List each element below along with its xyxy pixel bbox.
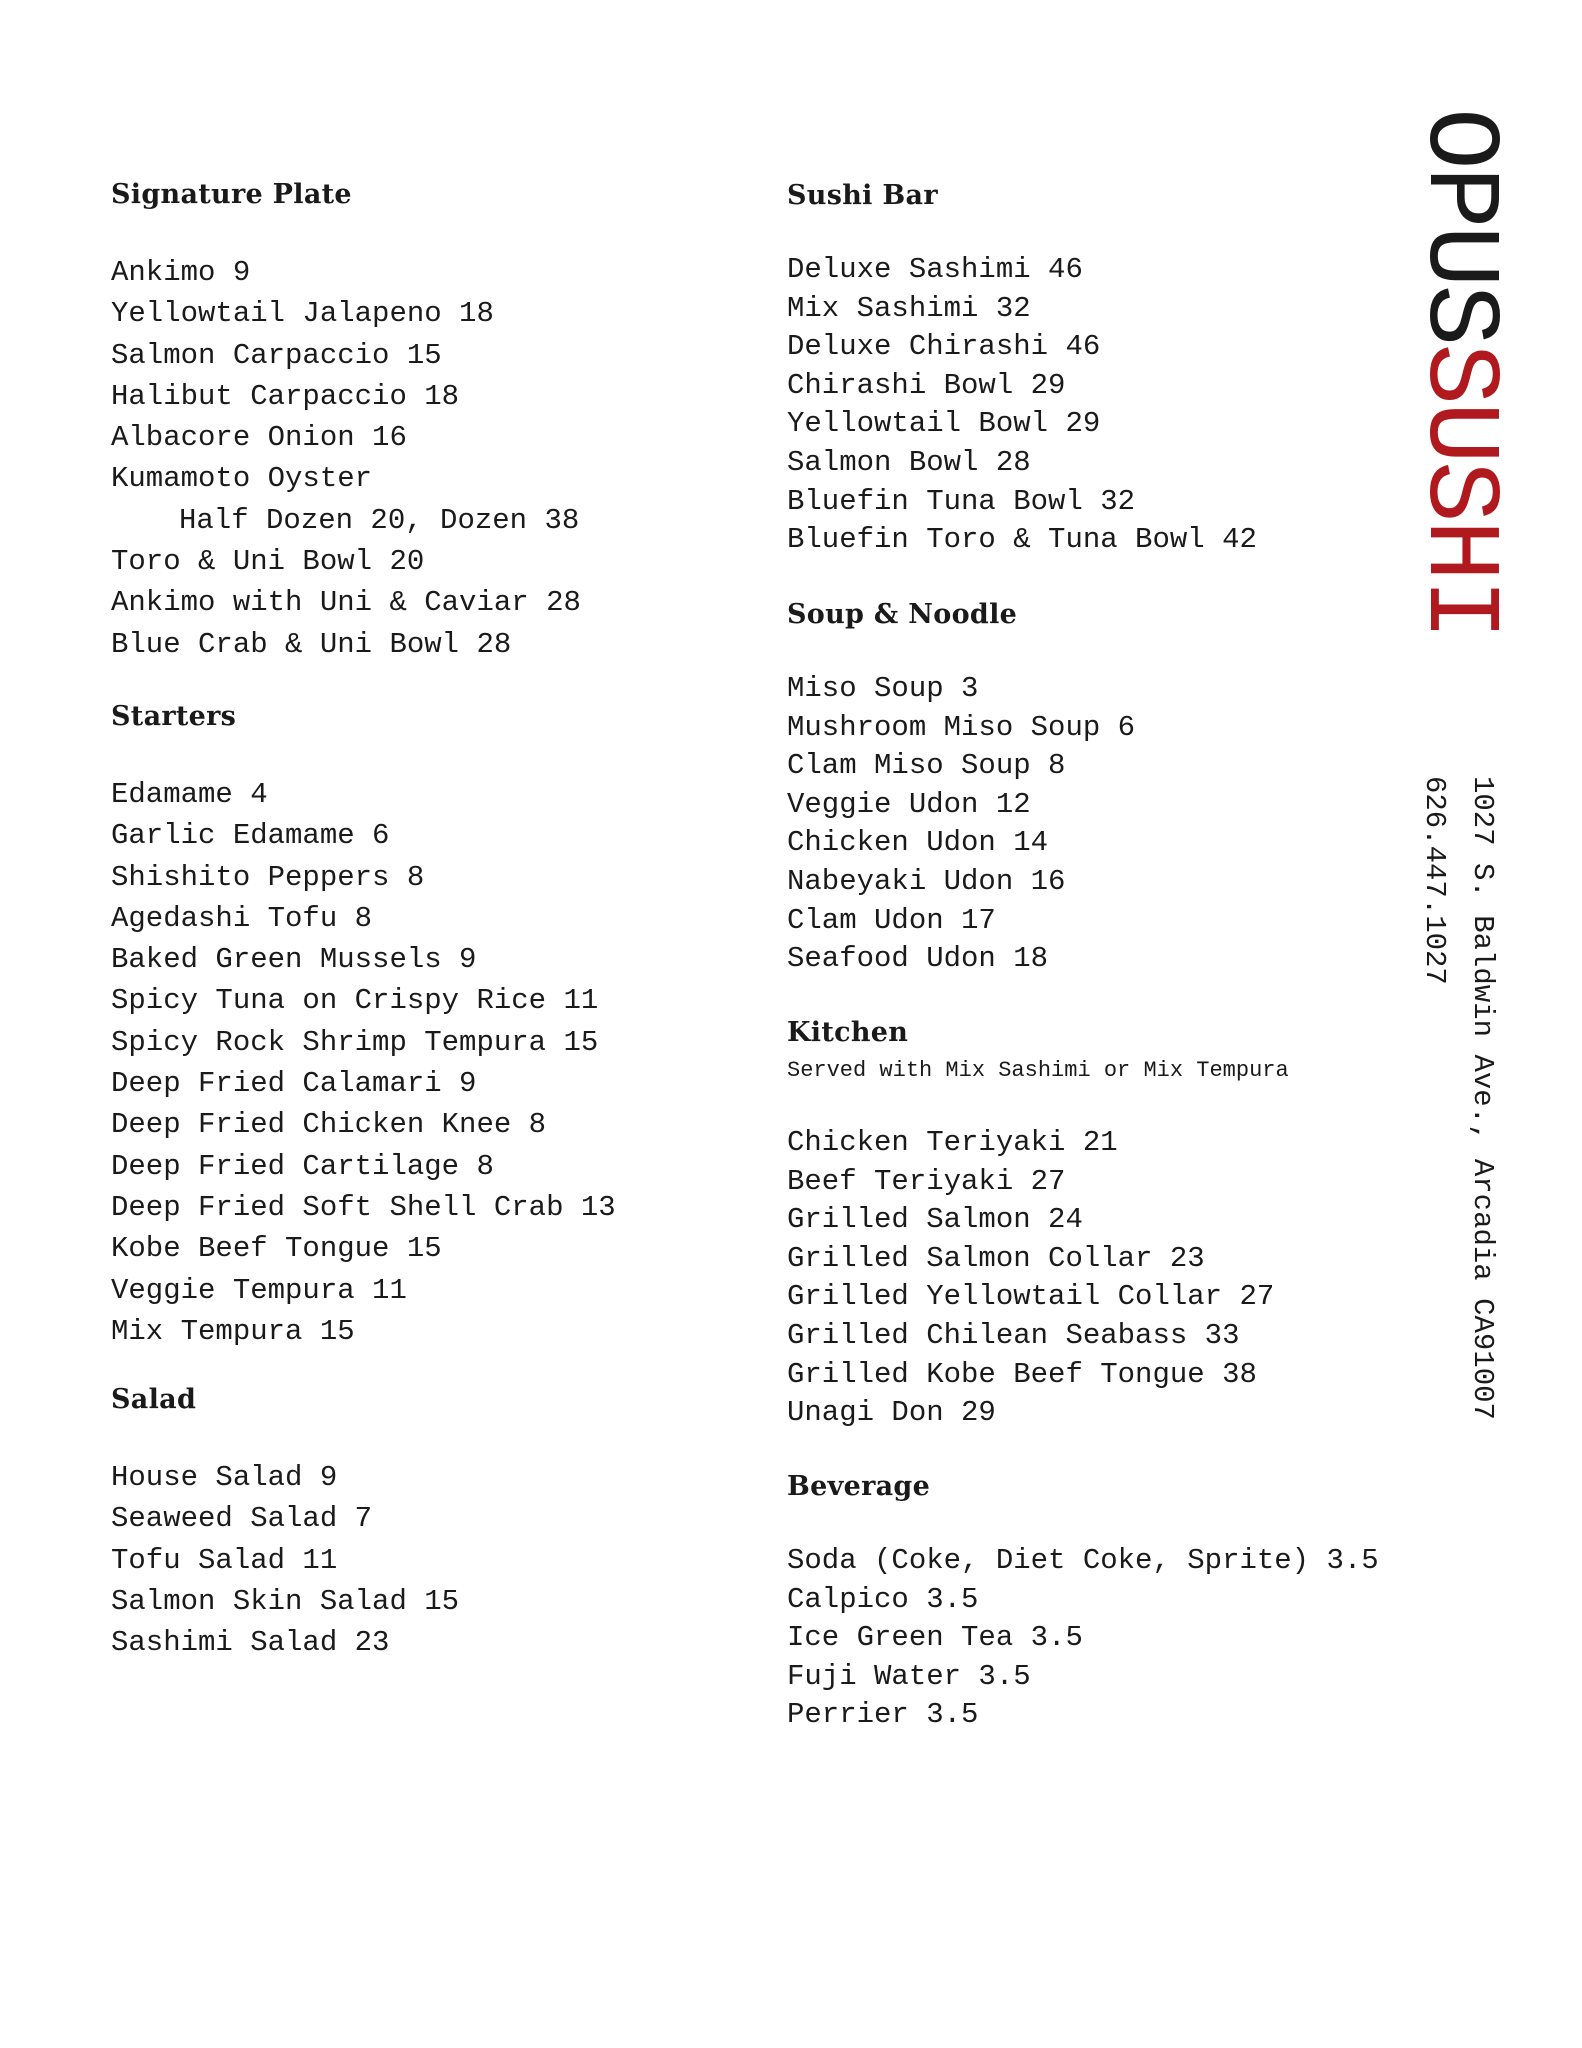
menu-item: Ankimo with Uni & Caviar 28 bbox=[111, 586, 581, 620]
menu-item: Yellowtail Bowl 29 bbox=[787, 407, 1101, 441]
menu-item: Blue Crab & Uni Bowl 28 bbox=[111, 627, 512, 661]
brand-name-part2: SUSHI bbox=[1400, 343, 1517, 638]
menu-item: Albacore Onion 16 bbox=[111, 421, 407, 455]
restaurant-name bbox=[1400, 108, 1517, 638]
menu-item: Grilled Chilean Seabass 33 bbox=[787, 1318, 1240, 1352]
menu-item: Ice Green Tea 3.5 bbox=[787, 1621, 1083, 1655]
menu-item: Clam Udon 17 bbox=[787, 903, 996, 937]
menu-item: Salmon Skin Salad 15 bbox=[111, 1584, 460, 1618]
menu-item: Sashimi Salad 23 bbox=[111, 1626, 390, 1660]
starters-section bbox=[111, 700, 616, 1352]
menu-item: Edamame 4 bbox=[111, 778, 268, 811]
signature-plate-section bbox=[111, 178, 581, 665]
menu-item: Calpico 3.5 bbox=[787, 1582, 979, 1616]
menu-item: Seafood Udon 18 bbox=[787, 942, 1049, 976]
menu-item: Deluxe Chirashi 46 bbox=[787, 330, 1101, 364]
menu-item: Shishito Peppers 8 bbox=[111, 860, 425, 894]
section-heading: Beverage bbox=[787, 1471, 931, 1502]
menu-item: Fuji Water 3.5 bbox=[787, 1659, 1031, 1693]
menu-item: Spicy Rock Shrimp Tempura 15 bbox=[111, 1025, 599, 1059]
menu-item: Halibut Carpaccio 18 bbox=[111, 379, 460, 413]
menu-item: Kobe Beef Tongue 15 bbox=[111, 1232, 442, 1266]
menu-item-list bbox=[787, 670, 1135, 979]
menu-item: Ankimo 9 bbox=[111, 256, 251, 289]
kitchen-section bbox=[787, 1016, 1289, 1433]
menu-item: Beef Teriyaki 27 bbox=[787, 1164, 1066, 1198]
menu-item-option: Half Dozen 20, Dozen 38 bbox=[179, 503, 580, 537]
salad-section bbox=[111, 1383, 459, 1663]
menu-item: Unagi Don 29 bbox=[787, 1396, 996, 1430]
menu-item: Mix Sashimi 32 bbox=[787, 291, 1031, 325]
menu-item-list bbox=[787, 1542, 1379, 1735]
menu-item: Deluxe Sashimi 46 bbox=[787, 253, 1083, 286]
menu-item: Seaweed Salad 7 bbox=[111, 1502, 373, 1536]
menu-item: Kumamoto Oyster bbox=[111, 462, 373, 496]
section-heading: Kitchen bbox=[787, 1017, 909, 1048]
menu-item: Mix Tempura 15 bbox=[111, 1314, 355, 1348]
address: 1027 S. Baldwin Ave., Arcadia CA91007 bbox=[1466, 776, 1499, 1420]
section-note: Served with Mix Sashimi or Mix Tempura bbox=[787, 1058, 1289, 1083]
menu-item: Baked Green Mussels 9 bbox=[111, 943, 477, 977]
soup-noodle-section bbox=[787, 598, 1135, 979]
menu-item: Deep Fried Cartilage 8 bbox=[111, 1149, 494, 1183]
menu-item-list bbox=[111, 1457, 459, 1663]
brand-block bbox=[1400, 108, 1548, 1478]
contact-info bbox=[1410, 776, 1506, 1420]
phone-number: 626.447.1027 bbox=[1418, 776, 1451, 985]
menu-item: Tofu Salad 11 bbox=[111, 1543, 338, 1577]
menu-item: Clam Miso Soup 8 bbox=[787, 749, 1066, 783]
menu-item: Toro & Uni Bowl 20 bbox=[111, 545, 425, 579]
section-heading: Soup & Noodle bbox=[787, 599, 1018, 630]
menu-item: Grilled Yellowtail Collar 27 bbox=[787, 1280, 1275, 1314]
menu-item: Deep Fried Soft Shell Crab 13 bbox=[111, 1190, 616, 1224]
section-heading: Sushi Bar bbox=[787, 180, 938, 211]
menu-item: Chirashi Bowl 29 bbox=[787, 368, 1066, 402]
menu-item: Veggie Udon 12 bbox=[787, 787, 1031, 821]
menu-item: Garlic Edamame 6 bbox=[111, 819, 390, 853]
menu-item: Salmon Carpaccio 15 bbox=[111, 338, 442, 372]
beverage-section bbox=[787, 1470, 1379, 1735]
section-heading: Starters bbox=[111, 701, 237, 732]
brand-name-part1: OPUS bbox=[1400, 108, 1517, 344]
menu-item: Mushroom Miso Soup 6 bbox=[787, 710, 1136, 744]
menu-item: Grilled Salmon Collar 23 bbox=[787, 1241, 1205, 1275]
menu-item: House Salad 9 bbox=[111, 1461, 338, 1494]
menu-item-list bbox=[787, 251, 1257, 560]
menu-item: Yellowtail Jalapeno 18 bbox=[111, 297, 494, 331]
menu-item: Grilled Salmon 24 bbox=[787, 1203, 1083, 1237]
menu-item: Grilled Kobe Beef Tongue 38 bbox=[787, 1357, 1257, 1391]
menu-item: Soda (Coke, Diet Coke, Sprite) 3.5 bbox=[787, 1544, 1379, 1577]
menu-item-list bbox=[111, 252, 581, 665]
menu-item-list bbox=[111, 774, 616, 1352]
menu-item: Agedashi Tofu 8 bbox=[111, 901, 373, 935]
menu-item: Bluefin Toro & Tuna Bowl 42 bbox=[787, 523, 1257, 557]
menu-item: Nabeyaki Udon 16 bbox=[787, 864, 1066, 898]
menu-item: Spicy Tuna on Crispy Rice 11 bbox=[111, 984, 599, 1018]
sushi-bar-section bbox=[787, 179, 1257, 560]
menu-item: Chicken Teriyaki 21 bbox=[787, 1126, 1118, 1159]
menu-item: Chicken Udon 14 bbox=[787, 826, 1049, 860]
section-heading: Signature Plate bbox=[111, 179, 352, 210]
menu-item: Deep Fried Chicken Knee 8 bbox=[111, 1108, 547, 1142]
menu-item: Veggie Tempura 11 bbox=[111, 1273, 407, 1307]
menu-item: Miso Soup 3 bbox=[787, 672, 979, 705]
menu-item-list bbox=[787, 1124, 1289, 1433]
menu-item: Bluefin Tuna Bowl 32 bbox=[787, 484, 1136, 518]
menu-item: Deep Fried Calamari 9 bbox=[111, 1067, 477, 1101]
section-heading: Salad bbox=[111, 1384, 197, 1415]
menu-item: Perrier 3.5 bbox=[787, 1698, 979, 1732]
menu-item: Salmon Bowl 28 bbox=[787, 445, 1031, 479]
